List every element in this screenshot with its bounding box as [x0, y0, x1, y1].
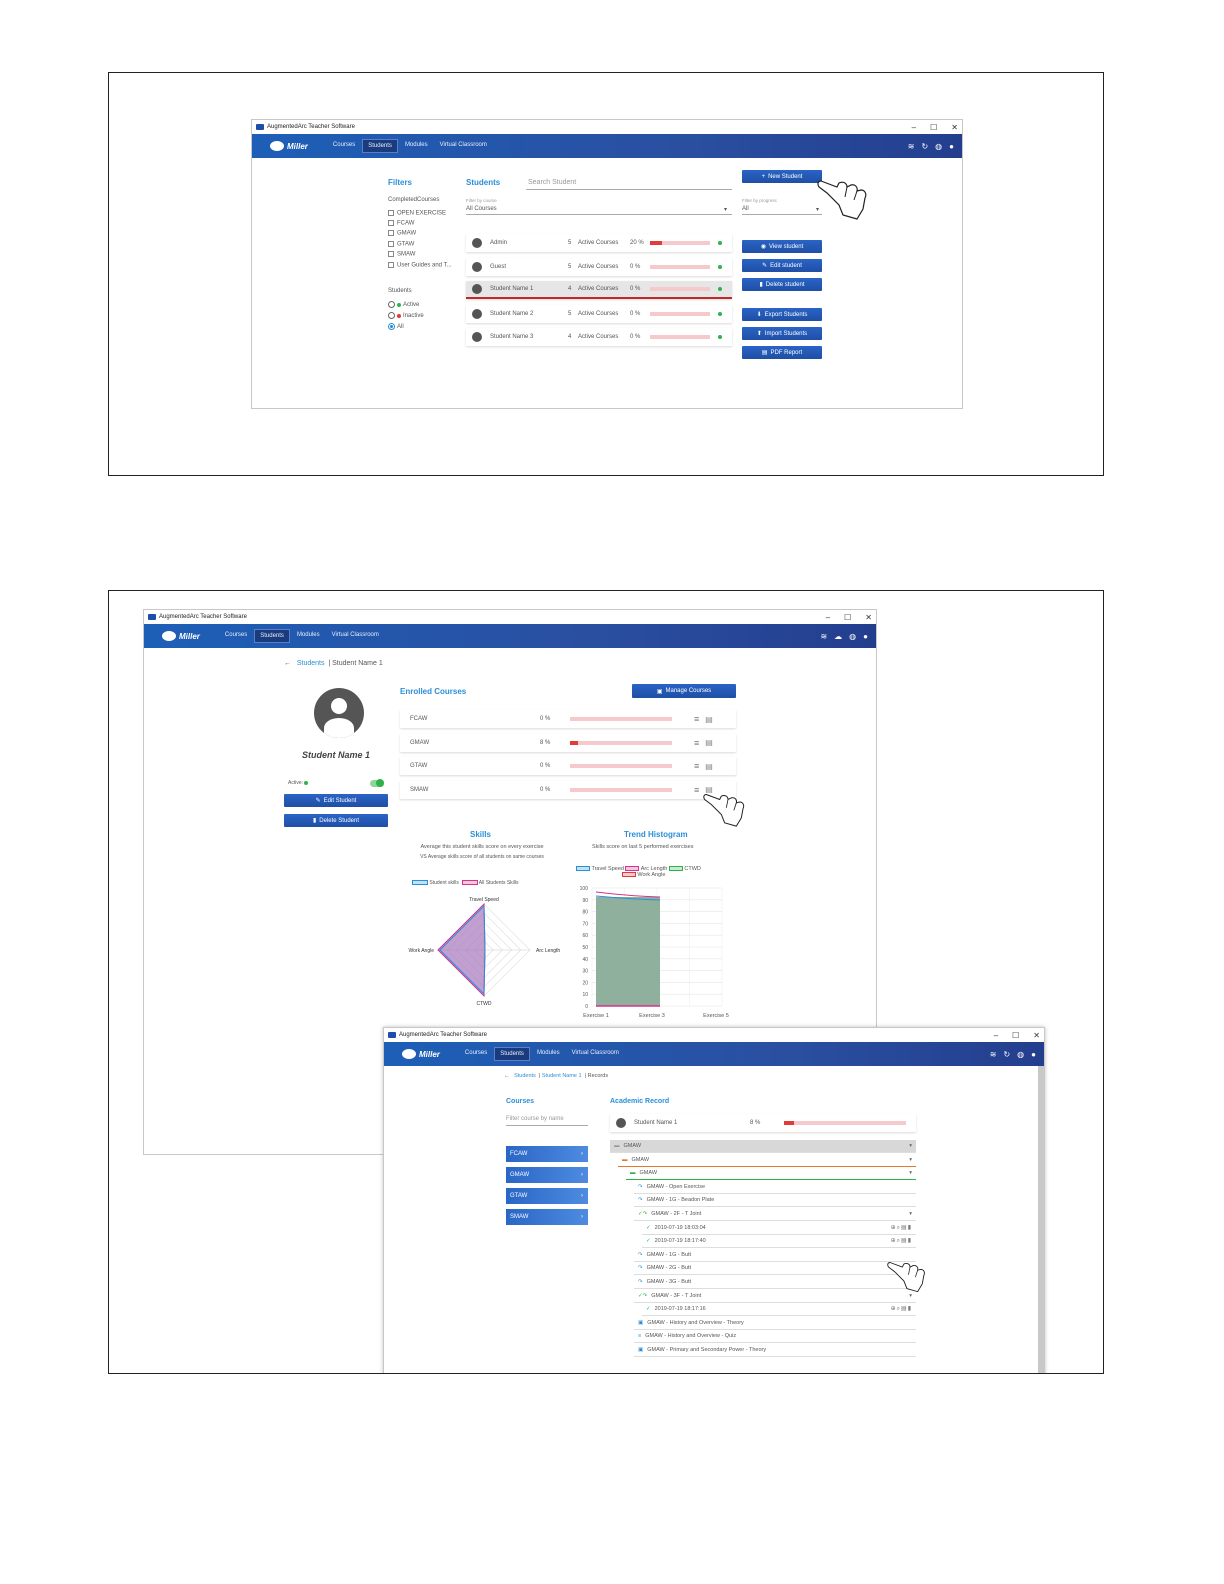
trend-legend: Travel Speed Arc Length CTWD Work Angle [576, 866, 746, 878]
tree-item-label: GMAW - History and Overview - Quiz [645, 1333, 737, 1340]
minimize-icon[interactable]: – [911, 122, 917, 132]
user-avatar-icon [472, 332, 482, 342]
course-button-smaw[interactable] [506, 1209, 588, 1225]
app-header [384, 1042, 1044, 1066]
close-icon[interactable]: ✕ [1033, 1030, 1040, 1040]
course-button-gtaw[interactable] [506, 1188, 588, 1204]
tree-item-icon: ▬ [622, 1156, 628, 1163]
refresh-icon[interactable]: ↻ [921, 141, 929, 151]
active-course-count: 5 [568, 263, 572, 270]
pdf-report-button[interactable]: ▤ PDF Report [742, 346, 822, 359]
tree-item-icon: ↷ [638, 1251, 643, 1258]
plus-icon: + [761, 173, 766, 180]
filters-title: Filters [388, 178, 413, 187]
maximize-icon[interactable]: ☐ [844, 612, 852, 622]
menu-icon[interactable]: ≡ [694, 714, 700, 724]
trend-title: Trend Histogram [624, 830, 688, 839]
menu-icon[interactable]: ≡ [694, 784, 700, 795]
y-tick-label: 10 [582, 992, 588, 999]
delete-student-button[interactable]: ▮ Delete student [742, 278, 822, 291]
record-tree-row[interactable] [634, 1276, 916, 1289]
enrolled-courses-title: Enrolled Courses [400, 687, 467, 696]
record-tree-row[interactable] [618, 1154, 916, 1167]
pointing-hand-icon [817, 167, 877, 225]
active-course-count: 5 [568, 240, 572, 246]
course-progress-bar [570, 788, 672, 792]
breadcrumb-student[interactable]: Student Name 1 [541, 1073, 582, 1079]
view-student-button[interactable]: ◉ View student [742, 240, 822, 253]
app-window-students [251, 119, 963, 409]
student-row[interactable] [466, 258, 732, 276]
breadcrumb-students[interactable]: Students [296, 660, 325, 667]
tree-item-label: GMAW - Open Exercise [646, 1183, 706, 1190]
status-dot [718, 241, 722, 245]
close-icon[interactable]: ✕ [865, 612, 872, 622]
globe-icon[interactable]: ◍ [1017, 1049, 1025, 1059]
radio-all[interactable]: All [388, 323, 404, 330]
area-ctwd [596, 897, 660, 1006]
course-button-label: GMAW [510, 1172, 530, 1178]
student-name: Student Name 1 [490, 286, 534, 292]
course-name: GTAW [410, 763, 428, 769]
course-name: FCAW [410, 716, 428, 722]
record-tree-row[interactable] [610, 1140, 916, 1153]
export-students-button[interactable]: ⬇ Export Students [742, 308, 822, 321]
record-actions-icon[interactable]: ⊕⌕▤▮ [890, 1224, 912, 1231]
y-tick-label: 20 [582, 980, 588, 987]
chevron-down-icon[interactable]: ▾ [724, 207, 728, 213]
chevron-down-icon[interactable]: ▾ [909, 1292, 912, 1299]
window-title: AugmentedArc Teacher Software [159, 614, 247, 620]
close-icon[interactable]: ✕ [951, 122, 958, 132]
user-icon[interactable]: ● [1031, 1049, 1036, 1059]
new-student-button[interactable]: + New Student [742, 170, 822, 183]
menu-icon[interactable]: ≡ [694, 761, 700, 771]
status-dot [718, 287, 722, 291]
nav-students[interactable]: Students [494, 1047, 530, 1061]
enrolled-course-row [400, 734, 736, 752]
active-courses-label: Active Courses [578, 240, 619, 246]
record-tree-row[interactable] [634, 1249, 916, 1262]
course-percent: 0 % [540, 786, 551, 793]
figure-frame-2 [108, 590, 1104, 1374]
nav-virtual-classroom[interactable]: Virtual Classroom [331, 632, 379, 638]
student-name: Student Name 1 [302, 750, 371, 760]
trash-icon: ▮ [759, 282, 763, 288]
miller-logo: Miller [270, 141, 308, 151]
record-tree-row[interactable] [634, 1344, 916, 1357]
tree-item-label: GMAW [639, 1170, 658, 1177]
edit-student-button[interactable]: ✎ Edit student [742, 259, 822, 272]
course-button-fcaw[interactable] [506, 1146, 588, 1162]
course-button-label: GTAW [510, 1193, 528, 1199]
pdf-icon[interactable]: ▤ [705, 714, 713, 724]
breadcrumb-students[interactable]: Students [514, 1073, 536, 1079]
user-avatar-icon [472, 238, 482, 248]
progress-percent: 20 % [630, 240, 644, 246]
filter-progress-select[interactable]: All [742, 206, 749, 212]
cloud-icon[interactable]: ☁ [834, 631, 843, 641]
active-course-count: 4 [568, 334, 572, 340]
trend-description: Skills score on last 5 performed exercises [592, 844, 694, 850]
y-tick-label: 30 [582, 968, 588, 975]
nav-modules[interactable]: Modules [296, 632, 320, 638]
course-percent: 0 % [540, 716, 551, 722]
progress-fill [570, 741, 578, 745]
minimize-icon[interactable]: – [825, 612, 831, 622]
delete-student-button[interactable]: ▮ Delete Student [284, 814, 388, 827]
progress-fill [650, 241, 662, 245]
tree-item-icon: ✓ [646, 1238, 651, 1245]
tree-item-label: 2019-07-19 18:17:40 [654, 1238, 706, 1245]
completed-courses-label: CompletedCourses [388, 197, 440, 203]
record-student-row: Student Name 1 8 % [610, 1114, 916, 1132]
tree-item-icon: ✓ [646, 1306, 651, 1313]
progress-percent: 0 % [630, 334, 641, 340]
y-tick-label: 90 [582, 897, 588, 904]
avatar [314, 688, 364, 738]
menu-icon[interactable]: ≡ [694, 737, 700, 748]
tree-item-label: GMAW - 2F - T Joint [651, 1211, 702, 1217]
radio-active[interactable]: Active [388, 301, 419, 308]
record-tree-row[interactable] [626, 1167, 916, 1180]
tree-item-icon: ↷ [638, 1265, 643, 1272]
x-tick-label: Exercise 5 [703, 1013, 729, 1019]
courses-title: Courses [506, 1098, 535, 1105]
course-name: SMAW [410, 786, 429, 793]
student-row[interactable] [466, 328, 732, 346]
pencil-icon: ✎ [762, 263, 768, 269]
record-tree-row[interactable] [634, 1194, 916, 1207]
enrolled-course-row [400, 781, 736, 799]
tree-item-label: GMAW - Primary and Secondary Power - Theory [647, 1347, 767, 1353]
pdf-icon[interactable]: ▤ [705, 761, 713, 771]
import-students-button[interactable]: ⬆ Import Students [742, 327, 822, 340]
nav-virtual-classroom[interactable]: Virtual Classroom [571, 1050, 619, 1056]
tree-item-label: GMAW - 2G - Butt [646, 1265, 692, 1272]
tree-item-label: GMAW [631, 1156, 650, 1163]
nav-courses[interactable]: Courses [332, 142, 356, 148]
active-courses-label: Active Courses [578, 286, 619, 292]
edit-student-button[interactable]: ✎ Edit Student [284, 794, 388, 807]
active-courses-label: Active Courses [578, 263, 619, 270]
nav-students[interactable]: Students [362, 139, 398, 153]
filter-progress-label: Filter by progress [742, 198, 777, 203]
filter-fcaw[interactable]: FCAW [388, 220, 414, 227]
progress-bar [650, 335, 710, 339]
course-progress-bar [570, 764, 672, 768]
back-arrow-icon[interactable]: ← [504, 1073, 510, 1079]
tree-item-icon: ▣ [638, 1319, 644, 1326]
filter-course-select[interactable]: All Courses [466, 206, 497, 212]
academic-record-title: Academic Record [610, 1098, 670, 1105]
progress-percent: 0 % [630, 263, 641, 270]
window-title: AugmentedArc Teacher Software [399, 1032, 487, 1038]
chevron-down-icon[interactable]: ▾ [909, 1170, 912, 1177]
active-label: Active: [288, 780, 310, 786]
chevron-right-icon: › [581, 1151, 583, 1157]
course-progress-bar [570, 741, 672, 745]
course-button-label: SMAW [510, 1214, 529, 1220]
user-icon[interactable]: ● [949, 141, 954, 151]
progress-percent: 0 % [630, 310, 641, 317]
trend-histogram-chart [572, 882, 742, 1028]
figure-frame-1 [108, 72, 1104, 476]
radar-axis-label: Arc Length [536, 948, 561, 954]
students-title: Students [466, 178, 501, 187]
y-tick-label: 50 [582, 945, 588, 951]
window-titlebar [252, 120, 962, 134]
student-name: Student Name 2 [490, 310, 534, 317]
tree-item-label: GMAW - 3G - Butt [646, 1279, 692, 1285]
tree-item-icon: ↷ [638, 1279, 643, 1285]
active-course-count: 5 [568, 310, 572, 317]
globe-icon[interactable]: ◍ [935, 141, 943, 151]
course-percent: 0 % [540, 763, 551, 769]
tree-item-icon: ✓↷ [638, 1211, 648, 1217]
record-tree-row[interactable] [642, 1235, 916, 1248]
wifi-icon[interactable]: ≋ [989, 1049, 997, 1059]
chevron-right-icon: › [581, 1193, 583, 1199]
chevron-down-icon[interactable]: ▾ [909, 1211, 912, 1217]
breadcrumb: ← Students | Student Name 1 | Records [504, 1073, 609, 1079]
chevron-down-icon[interactable]: ▾ [909, 1156, 912, 1163]
wifi-icon[interactable]: ≋ [820, 631, 828, 641]
wifi-icon[interactable]: ≋ [907, 141, 915, 151]
tree-item-label: GMAW - 3F - T Joint [651, 1292, 702, 1299]
filter-gmaw[interactable]: GMAW [388, 230, 416, 237]
tree-item-label: 2019-07-19 18:03:04 [654, 1224, 706, 1231]
maximize-icon[interactable]: ☐ [1012, 1030, 1020, 1040]
pdf-icon[interactable]: ▤ [705, 738, 713, 747]
course-percent: 8 % [540, 739, 551, 746]
record-tree-row[interactable] [634, 1208, 916, 1221]
status-dot [718, 312, 722, 316]
app-header [252, 134, 962, 158]
user-avatar-icon [472, 309, 482, 319]
progress-bar [650, 265, 710, 269]
student-name: Student Name 3 [490, 334, 534, 340]
progress-percent: 0 % [630, 286, 641, 292]
tree-item-icon: ↷ [638, 1183, 643, 1190]
progress-bar [650, 312, 710, 316]
pdf-icon[interactable]: ▤ [705, 785, 713, 794]
student-row[interactable] [466, 234, 732, 252]
upload-icon: ⬆ [756, 331, 762, 337]
search-student-input[interactable]: Search Student [528, 179, 577, 186]
students-filter-label: Students [388, 288, 412, 294]
record-tree-row[interactable] [634, 1290, 916, 1303]
y-tick-label: 70 [582, 921, 588, 928]
active-courses-label: Active Courses [578, 334, 619, 340]
user-avatar-icon [616, 1118, 626, 1128]
skills-radar-chart [400, 892, 568, 1012]
app-window-records [383, 1027, 1045, 1374]
y-tick-label: 100 [579, 886, 588, 892]
app-header [144, 624, 876, 648]
tree-item-icon: ▬ [614, 1143, 620, 1149]
y-tick-label: 60 [582, 933, 588, 940]
pointing-hand-icon [887, 1251, 933, 1297]
enrolled-course-row [400, 710, 736, 728]
progress-bar [650, 287, 710, 291]
filter-user-guides[interactable]: User Guides and T... [388, 262, 452, 269]
refresh-icon[interactable]: ↻ [1003, 1049, 1011, 1059]
user-icon[interactable]: ● [863, 631, 868, 641]
globe-icon[interactable]: ◍ [849, 631, 857, 641]
x-tick-label: Exercise 3 [639, 1013, 665, 1019]
filter-open-exercise[interactable]: OPEN EXERCISE [388, 210, 446, 217]
record-tree-row[interactable] [634, 1330, 916, 1343]
chevron-down-icon[interactable]: ▾ [816, 207, 820, 213]
back-arrow-icon[interactable]: ← [284, 660, 291, 667]
tree-item-icon: ▣ [638, 1347, 644, 1353]
filter-gtaw[interactable]: GTAW [388, 241, 414, 248]
chevron-right-icon: › [581, 1214, 583, 1220]
radar-all-students [438, 904, 485, 996]
breadcrumb-current: Records [587, 1073, 609, 1079]
scrollbar[interactable] [1038, 1066, 1044, 1374]
breadcrumb-current: Student Name 1 [332, 660, 383, 667]
filter-smaw[interactable]: SMAW [388, 251, 415, 258]
line-arc-length [596, 892, 660, 897]
eye-icon: ◉ [760, 244, 766, 250]
trash-icon: ▮ [312, 818, 317, 824]
student-name: Guest [490, 263, 507, 270]
active-course-count: 4 [568, 286, 572, 292]
record-tree-row[interactable] [634, 1317, 916, 1330]
nav-courses[interactable]: Courses [464, 1050, 488, 1056]
miller-logo: Miller [402, 1049, 440, 1059]
skills-title: Skills [470, 830, 491, 839]
radar-axis-label: Work Angle [408, 948, 434, 954]
y-tick-label: 80 [582, 909, 588, 916]
filter-course-input[interactable]: Filter course by name [506, 1116, 564, 1122]
tree-item-label: GMAW - 1G - Butt [646, 1251, 692, 1258]
tree-item-label: GMAW - History and Overview - Theory [647, 1319, 744, 1326]
nav-virtual-classroom[interactable]: Virtual Classroom [439, 142, 487, 148]
main-nav [328, 139, 492, 153]
app-logo-icon [256, 124, 264, 130]
chevron-right-icon: › [581, 1172, 583, 1178]
student-row[interactable] [466, 281, 732, 299]
user-avatar-icon [472, 262, 482, 272]
app-logo-icon [148, 614, 156, 620]
record-progress-bar [784, 1121, 906, 1125]
student-name: Admin [490, 240, 508, 246]
skills-description-2: VS Average skills score of all students on same courses [420, 854, 544, 860]
x-tick-label: Exercise 1 [583, 1013, 609, 1019]
breadcrumb: ← Students | Student Name 1 [284, 660, 383, 667]
miller-logo: Miller [162, 631, 200, 641]
nav-modules[interactable]: Modules [536, 1050, 560, 1056]
tree-item-icon: ✓↷ [638, 1292, 648, 1299]
y-tick-label: 0 [585, 1004, 588, 1010]
manage-courses-button[interactable]: ▣ Manage Courses [632, 684, 736, 698]
course-button-label: FCAW [510, 1151, 528, 1157]
radar-axis-label: CTWD [476, 1001, 492, 1007]
nav-students[interactable]: Students [254, 629, 290, 643]
radar-axis-label: Travel Speed [469, 897, 499, 903]
record-tree-row[interactable] [642, 1303, 916, 1316]
tree-item-icon: ≡ [638, 1333, 642, 1340]
status-dot [718, 335, 722, 339]
user-avatar-icon [472, 284, 482, 294]
course-progress-bar [570, 717, 672, 721]
status-dot [718, 265, 722, 269]
pdf-icon: ▤ [761, 350, 768, 356]
active-toggle[interactable] [370, 780, 384, 787]
course-name: GMAW [410, 739, 430, 746]
progress-bar [650, 241, 710, 245]
maximize-icon[interactable]: ☐ [930, 122, 938, 132]
tree-item-label: GMAW [623, 1143, 642, 1149]
book-icon: ▣ [656, 688, 663, 695]
radio-inactive[interactable]: Inactive [388, 312, 424, 319]
nav-courses[interactable]: Courses [224, 632, 248, 638]
filter-course-label: Filter by course [466, 198, 497, 203]
record-tree-row[interactable] [642, 1222, 916, 1235]
pointing-hand-icon [703, 781, 753, 833]
skills-legend: Student skills All Students Skills [412, 880, 519, 886]
app-logo-icon [388, 1032, 396, 1038]
active-courses-label: Active Courses [578, 310, 619, 317]
pencil-icon: ✎ [315, 798, 321, 804]
record-tree-row[interactable] [634, 1181, 916, 1194]
record-tree-row[interactable] [634, 1262, 916, 1275]
download-icon: ⬇ [756, 312, 762, 318]
tree-item-icon: ▬ [630, 1170, 636, 1177]
skills-description-1: Average this student skills score on every exercise [420, 844, 544, 850]
nav-modules[interactable]: Modules [404, 142, 428, 148]
tree-item-label: 2019-07-19 18:17:16 [654, 1306, 706, 1313]
tree-item-label: GMAW - 1G - Beadon Plate [646, 1197, 715, 1204]
record-actions-icon[interactable]: ⊕⌕▤▮ [890, 1306, 912, 1313]
tree-item-icon: ↷ [638, 1197, 643, 1204]
minimize-icon[interactable]: – [993, 1030, 999, 1040]
y-tick-label: 40 [582, 956, 588, 963]
record-actions-icon[interactable]: ⊕⌕▤▮ [890, 1238, 912, 1245]
tree-item-icon: ✓ [646, 1224, 651, 1231]
student-row[interactable] [466, 305, 732, 323]
enrolled-course-row [400, 757, 736, 775]
window-title: AugmentedArc Teacher Software [267, 124, 355, 130]
course-button-gmaw[interactable] [506, 1167, 588, 1183]
chevron-down-icon[interactable]: ▾ [909, 1143, 912, 1149]
